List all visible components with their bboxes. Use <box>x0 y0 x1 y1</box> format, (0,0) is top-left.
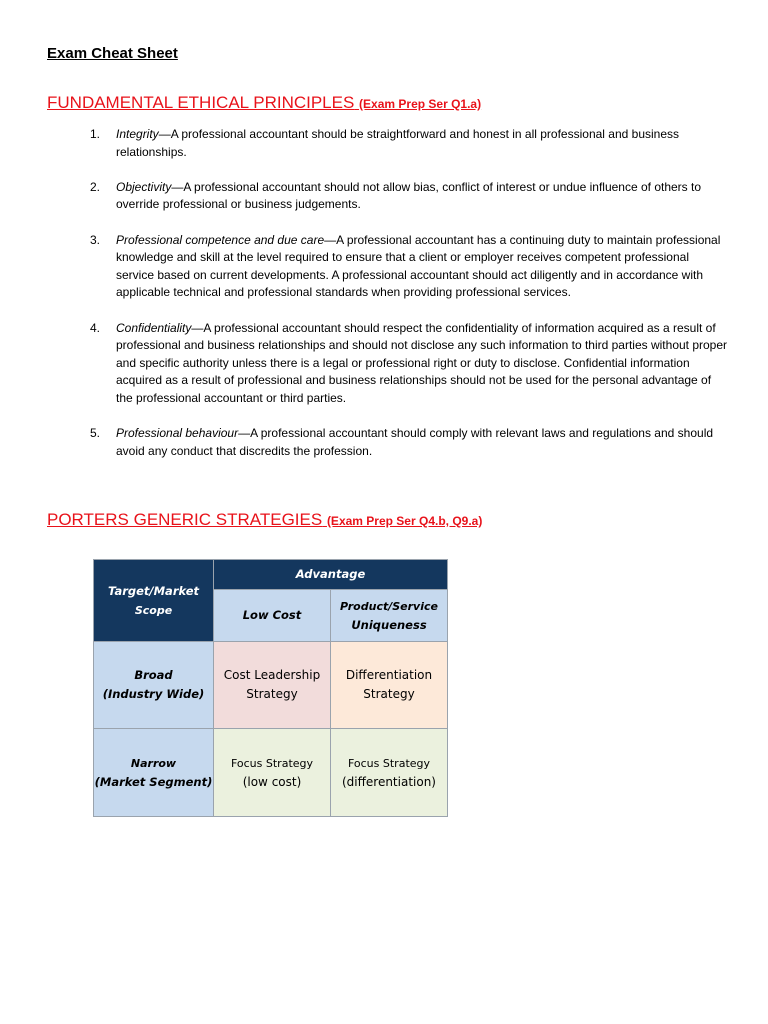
focus-differentiation-sublabel: (differentiation) <box>341 774 436 789</box>
item-text: —A professional accountant should not allow bias, conflict of interest or undue influence of others to override professional or business judgements. <box>116 179 702 212</box>
list-item <box>90 232 730 302</box>
advantage-header: Advantage <box>214 560 448 590</box>
list-item <box>90 179 730 214</box>
focus-cost-cell <box>214 729 331 817</box>
uniqueness-sublabel: Uniqueness <box>351 617 427 632</box>
ethics-heading-ref: (Exam Prep Ser Q1.a) <box>359 97 482 111</box>
differentiation-label: Differentiation <box>345 668 433 682</box>
cost-leadership-cell <box>214 642 331 729</box>
cost-leadership-label: Cost Leadership <box>223 668 321 682</box>
differentiation-sublabel: Strategy <box>363 687 415 701</box>
list-item <box>90 425 730 460</box>
item-number: 3. <box>90 232 101 247</box>
item-term: Professional behaviour <box>116 426 239 441</box>
broad-label: Broad <box>134 668 173 682</box>
porter-heading-text: PORTERS GENERIC STRATEGIES <box>47 510 323 529</box>
ethics-principles-list <box>90 126 730 478</box>
item-number: 1. <box>90 127 101 141</box>
focus-cost-label: Focus Strategy <box>230 756 314 770</box>
corner-sublabel: Scope <box>134 603 173 617</box>
ethics-heading-text: FUNDAMENTAL ETHICAL PRINCIPLES <box>47 93 355 112</box>
list-item <box>90 126 730 161</box>
item-text: —A professional accountant has a continuing duty to maintain professional knowledge and skill at the level required to ensure that a client or employer receives competent professional service based on current developments. A professional accountant should act diligently and in accordance with applicable technical and professional standards when providing professional services. <box>116 232 721 300</box>
uniqueness-label: Product/Service <box>340 599 438 613</box>
corner-cell <box>94 560 214 642</box>
broad-row-label <box>94 642 214 729</box>
item-number: 4. <box>90 320 101 335</box>
narrow-label: Narrow <box>130 756 177 770</box>
section-heading-porter <box>47 510 482 530</box>
item-term: Professional competence and due care <box>116 232 325 247</box>
item-text: —A professional accountant should respect the confidentiality of information acquired as a result of professional and business relationships and should not disclose any such information to third parties without proper and specific authority unless there is a legal or professional right or duty to disclose. Confidential information acquired as a result of professional and business relationships should not be used for the personal advantage of the professional accountant or third parties. <box>116 320 728 405</box>
item-term: Objectivity <box>116 179 172 194</box>
corner-label: Target/Market <box>107 583 200 598</box>
low-cost-header: Low Cost <box>214 590 331 642</box>
narrow-sublabel: (Market Segment) <box>94 774 213 789</box>
broad-sublabel: (Industry Wide) <box>102 687 205 701</box>
porter-strategy-matrix <box>93 559 448 817</box>
item-number: 2. <box>90 179 101 194</box>
cost-leadership-sublabel: Strategy <box>246 687 298 701</box>
differentiation-cell <box>331 642 448 729</box>
uniqueness-header <box>331 590 448 642</box>
item-term: Confidentiality <box>116 320 192 335</box>
narrow-row-label <box>94 729 214 817</box>
focus-differentiation-cell <box>331 729 448 817</box>
item-number: 5. <box>90 426 101 441</box>
focus-cost-sublabel: (low cost) <box>242 774 302 789</box>
focus-differentiation-label: Focus Strategy <box>347 756 431 770</box>
page-title: Exam Cheat Sheet <box>47 45 178 62</box>
porter-heading-ref: (Exam Prep Ser Q4.b, Q9.a) <box>326 514 483 528</box>
item-text: —A professional accountant should be straightforward and honest in all professional and business relationships. <box>116 127 680 159</box>
section-heading-ethics <box>47 93 481 113</box>
item-term: Integrity <box>116 127 159 141</box>
list-item <box>90 320 730 408</box>
item-text: —A professional accountant should comply with relevant laws and regulations and should avoid any conduct that discredits the profession. <box>116 426 714 458</box>
